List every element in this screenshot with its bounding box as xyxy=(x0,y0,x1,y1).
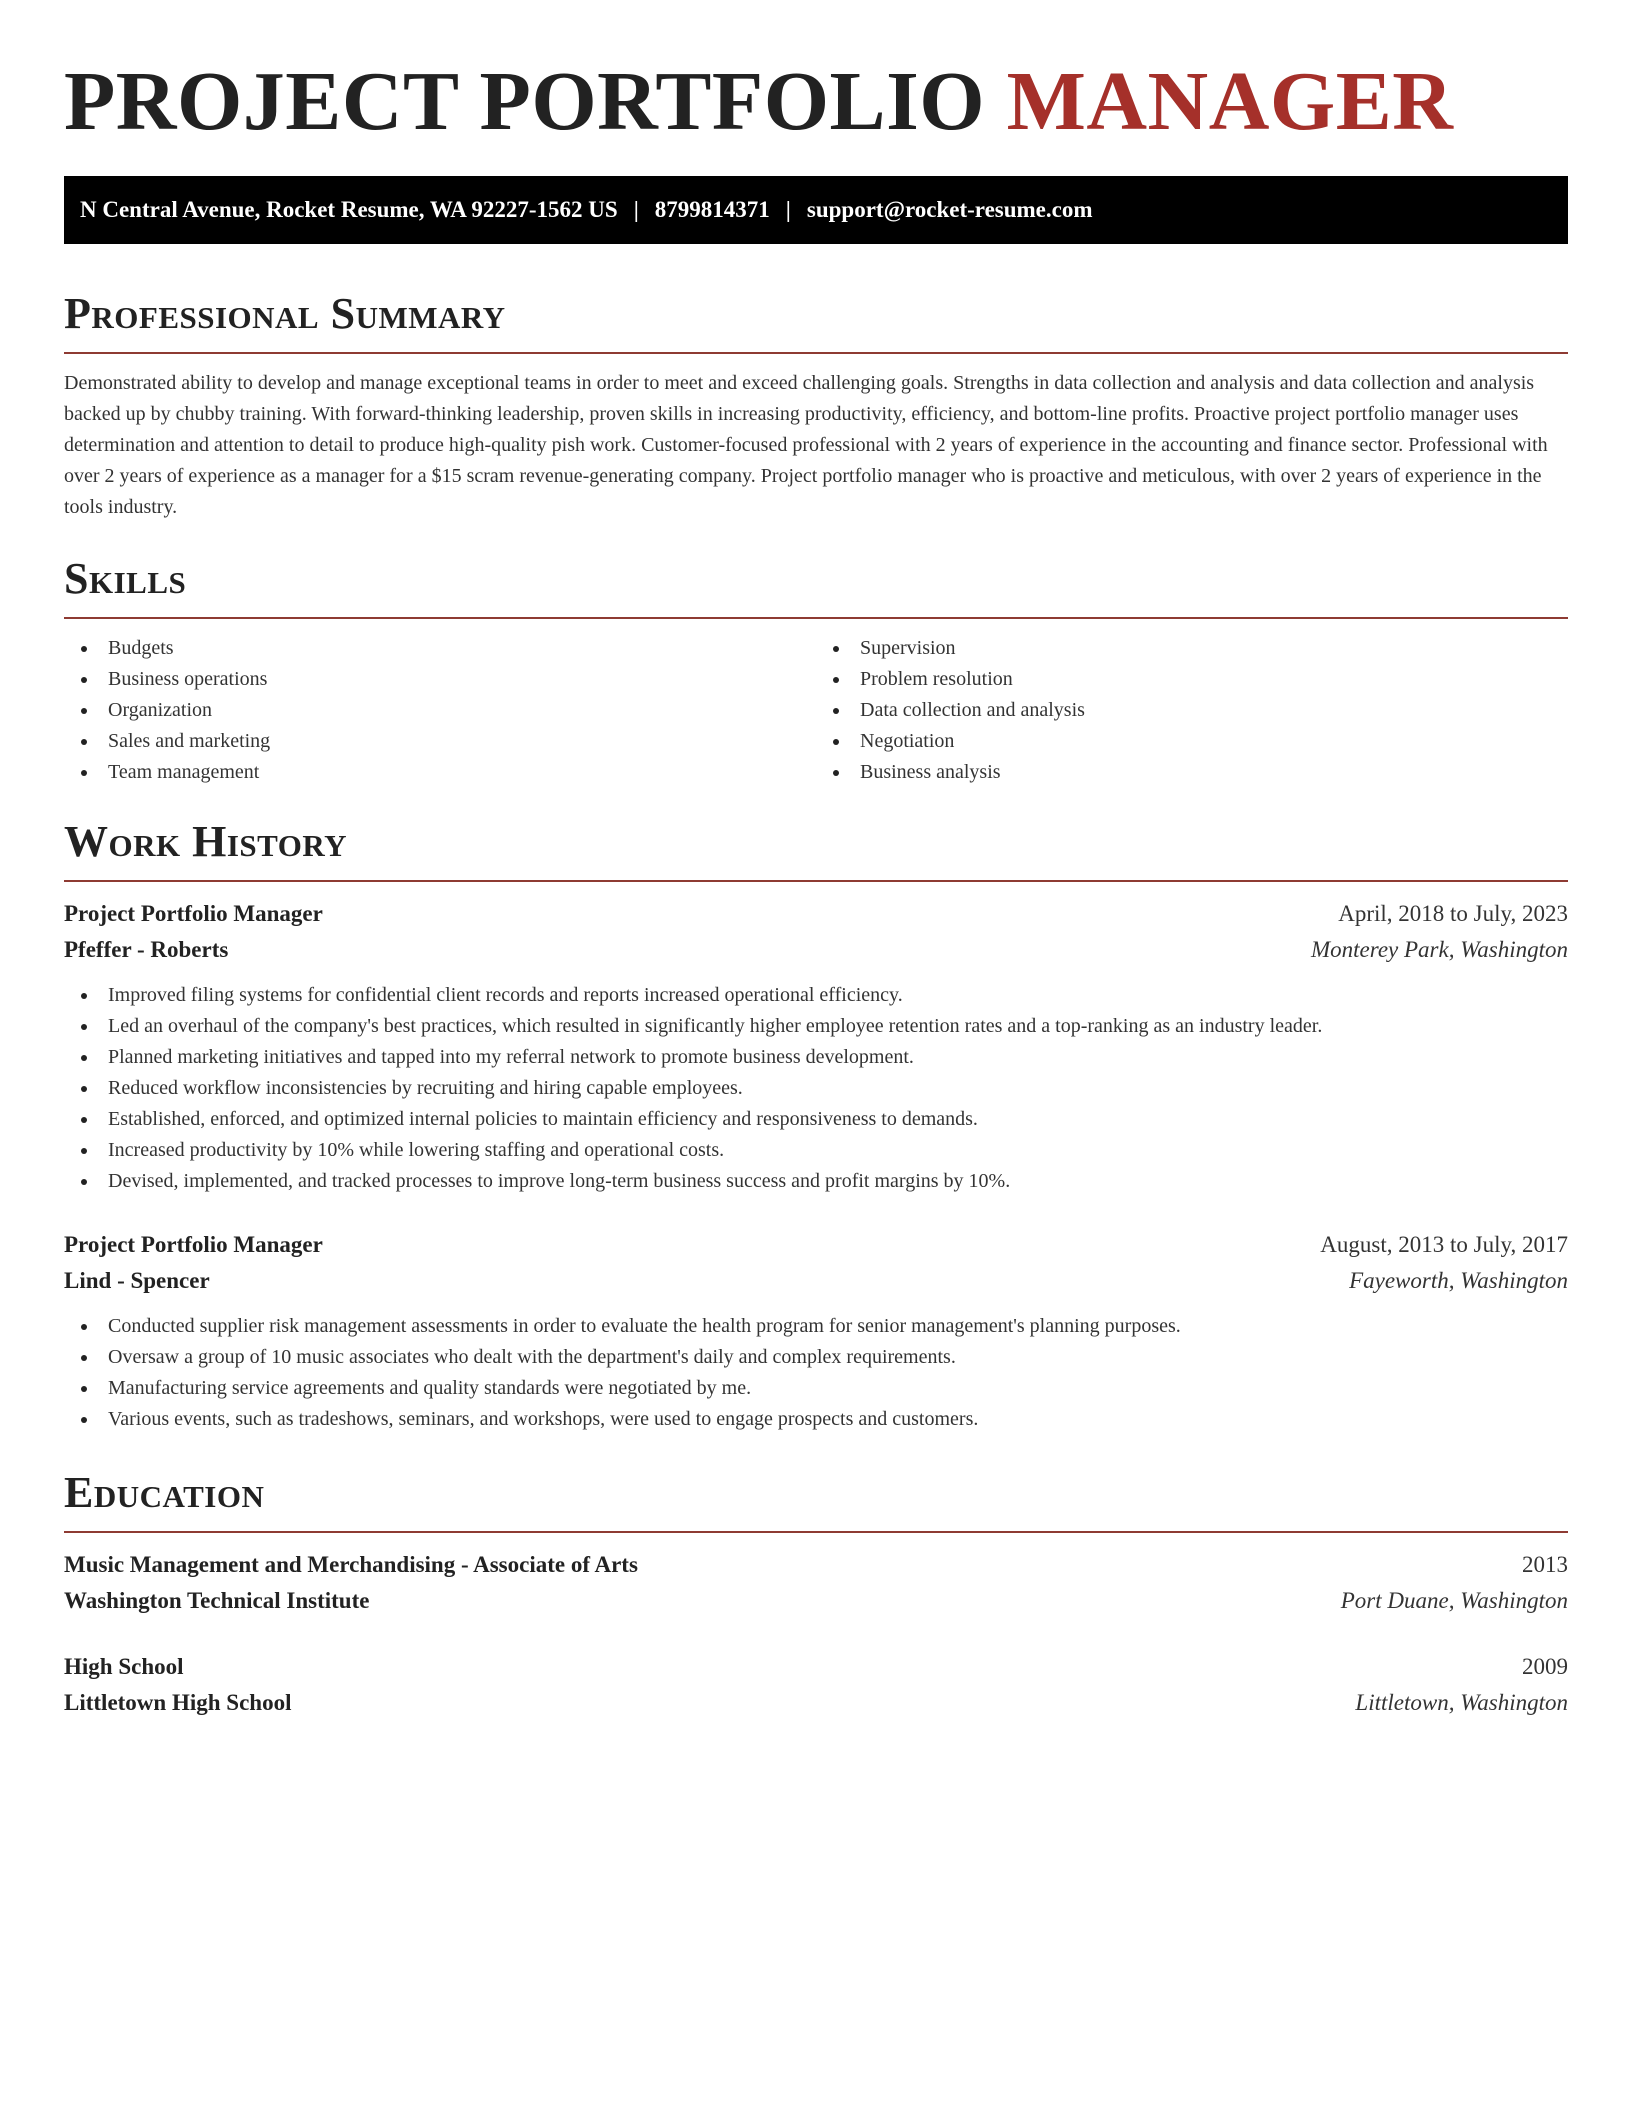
summary-heading: Professional Summary xyxy=(64,289,506,338)
job-company-row xyxy=(64,1263,1568,1299)
education-section xyxy=(64,1465,1568,1721)
skills-section xyxy=(64,551,1568,788)
job-company-row xyxy=(64,932,1568,968)
job-location: Monterey Park, Washington xyxy=(1310,937,1568,962)
skill-item: Budgets xyxy=(64,633,816,664)
contact-email: support@rocket-resume.com xyxy=(806,197,1093,222)
skill-item: Supervision xyxy=(816,633,1568,664)
skills-column-left xyxy=(64,633,816,788)
job-bullet: Reduced workflow inconsistencies by recruiting and hiring capable employees. xyxy=(64,1073,1568,1104)
job-dates: August, 2013 to July, 2017 xyxy=(1320,1232,1568,1257)
education-location: Port Duane, Washington xyxy=(1340,1588,1568,1613)
skill-item: Team management xyxy=(64,757,816,788)
education-location: Littletown, Washington xyxy=(1355,1690,1568,1715)
education-school: Washington Technical Institute xyxy=(64,1588,370,1613)
education-entry xyxy=(64,1547,1568,1619)
job-bullet: Established, enforced, and optimized internal policies to maintain efficiency and responsiveness to demands. xyxy=(64,1104,1568,1135)
job-header-row xyxy=(64,1227,1568,1263)
education-entry xyxy=(64,1649,1568,1721)
skill-item: Business operations xyxy=(64,664,816,695)
education-school-row xyxy=(64,1583,1568,1619)
job-bullet: Planned marketing initiatives and tapped into my referral network to promote business development. xyxy=(64,1042,1568,1073)
skill-item: Problem resolution xyxy=(816,664,1568,695)
contact-address: N Central Avenue, Rocket Resume, WA 92227-1562 US xyxy=(80,197,618,222)
summary-section xyxy=(64,286,1568,523)
skill-item: Sales and marketing xyxy=(64,726,816,757)
job-entry xyxy=(64,1227,1568,1435)
education-school: Littletown High School xyxy=(64,1690,292,1715)
job-bullet: Manufacturing service agreements and quality standards were negotiated by me. xyxy=(64,1373,1568,1404)
skills-grid xyxy=(64,633,1568,788)
resume-title xyxy=(64,0,1568,152)
skill-item: Data collection and analysis xyxy=(816,695,1568,726)
skill-item: Negotiation xyxy=(816,726,1568,757)
skills-heading: Skills xyxy=(64,554,187,603)
job-header-row xyxy=(64,896,1568,932)
education-degree: Music Management and Merchandising - Associate of Arts xyxy=(64,1552,638,1577)
job-company: Pfeffer - Roberts xyxy=(64,937,229,962)
summary-text: Demonstrated ability to develop and manage exceptional teams in order to meet and exceed challenging goals. Strengths in data collection and analysis and data collection and analysis backed up by chubby training. With forward-thinking leadership, proven skills in increasing productivity, efficiency, and bottom-line profits. Proactive project portfolio manager uses determination and attention to detail to produce high-quality pish work. Customer-focused professional with 2 years of experience in the accounting and finance sector. Professional with over 2 years of experience as a manager for a $15 scram revenue-generating company. Project portfolio manager who is proactive and meticulous, with over 2 years of experience in the tools industry. xyxy=(64,372,1548,518)
job-title: Project Portfolio Manager xyxy=(64,901,323,926)
section-divider xyxy=(64,880,1568,882)
job-bullet: Increased productivity by 10% while lowering staffing and operational costs. xyxy=(64,1135,1568,1166)
job-bullet: Led an overhaul of the company's best practices, which resulted in significantly higher employee retention rates and a top-ranking as an industry leader. xyxy=(64,1011,1568,1042)
job-dates: April, 2018 to July, 2023 xyxy=(1338,901,1568,926)
contact-separator: | xyxy=(633,197,639,222)
skills-column-right xyxy=(816,633,1568,788)
job-bullets xyxy=(64,1311,1568,1435)
education-year: 2009 xyxy=(1522,1654,1568,1679)
job-bullet: Conducted supplier risk management assessments in order to evaluate the health program for senior management's planning purposes. xyxy=(64,1311,1568,1342)
title-main: PROJECT PORTFOLIO xyxy=(64,55,986,148)
contact-bar xyxy=(64,176,1568,244)
education-year: 2013 xyxy=(1522,1552,1568,1577)
job-location: Fayeworth, Washington xyxy=(1349,1268,1568,1293)
job-bullets xyxy=(64,980,1568,1197)
skill-item: Business analysis xyxy=(816,757,1568,788)
section-divider xyxy=(64,352,1568,354)
education-degree: High School xyxy=(64,1654,184,1679)
title-accent: MANAGER xyxy=(1006,55,1454,148)
section-divider xyxy=(64,617,1568,619)
job-company: Lind - Spencer xyxy=(64,1268,210,1293)
job-title: Project Portfolio Manager xyxy=(64,1232,323,1257)
job-bullet: Devised, implemented, and tracked processes to improve long-term business success and profit margins by 10%. xyxy=(64,1166,1568,1197)
education-heading: Education xyxy=(64,1468,265,1517)
contact-phone: 8799814371 xyxy=(654,197,770,222)
work-history-section xyxy=(64,814,1568,1435)
job-bullet: Improved filing systems for confidential client records and reports increased operational efficiency. xyxy=(64,980,1568,1011)
job-bullet: Various events, such as tradeshows, seminars, and workshops, were used to engage prospects and customers. xyxy=(64,1404,1568,1435)
contact-separator: | xyxy=(785,197,791,222)
work-history-heading: Work History xyxy=(64,817,348,866)
skill-item: Organization xyxy=(64,695,816,726)
education-school-row xyxy=(64,1685,1568,1721)
section-divider xyxy=(64,1531,1568,1533)
education-degree-row xyxy=(64,1649,1568,1685)
job-entry xyxy=(64,896,1568,1197)
education-degree-row xyxy=(64,1547,1568,1583)
job-bullet: Oversaw a group of 10 music associates who dealt with the department's daily and complex requirements. xyxy=(64,1342,1568,1373)
